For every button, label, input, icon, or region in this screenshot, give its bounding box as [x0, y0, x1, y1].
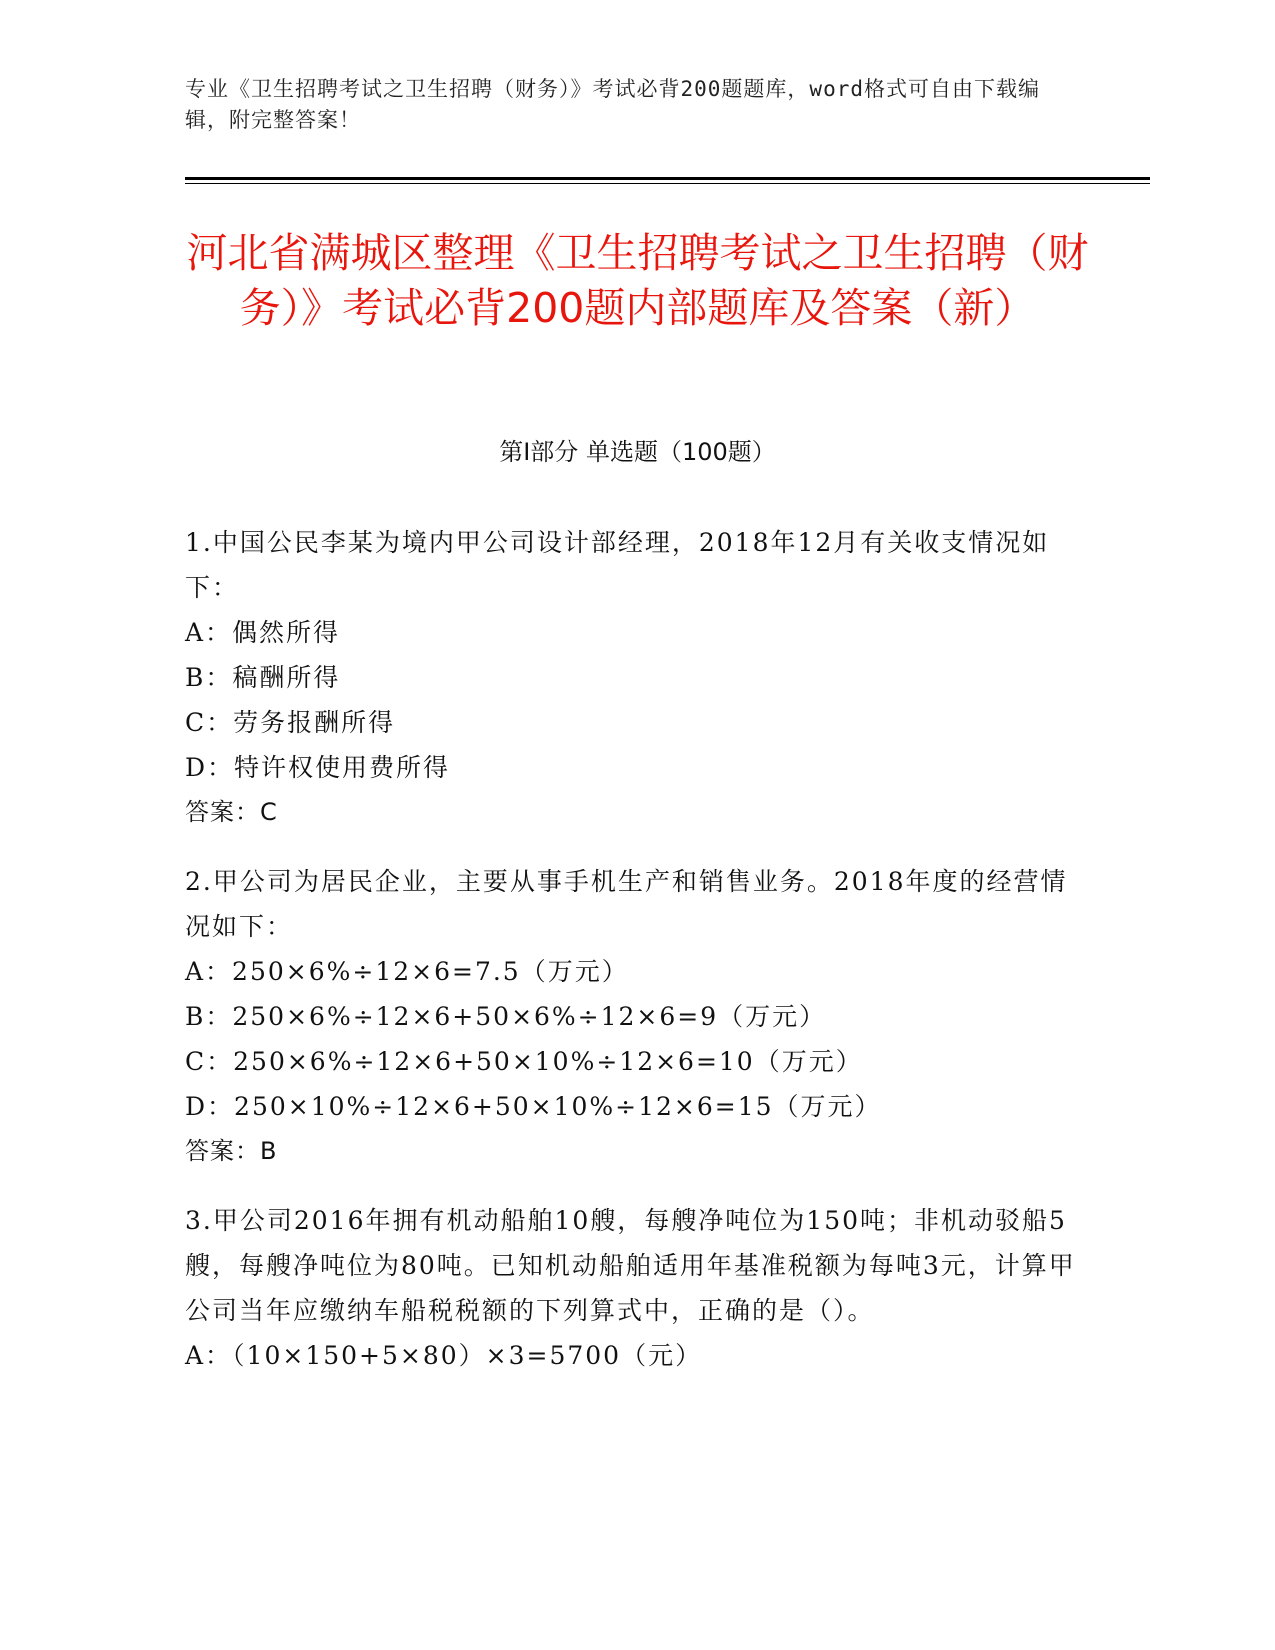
header-text: 专业《卫生招聘考试之卫生招聘（财务）》考试必背200题题库，word格式可自由下载编辑，附完整答案！: [185, 77, 1040, 132]
option-a: A：偶然所得: [185, 618, 341, 647]
header-rule-thick: [185, 177, 1150, 180]
page-header: [185, 74, 1075, 136]
question-1: [185, 520, 1085, 835]
option-a: A：（10×150+5×80）×3=5700（元）: [185, 1341, 703, 1370]
option-d: D：250×10%÷12×6+50×10%÷12×6=15（万元）: [185, 1092, 882, 1121]
option-c: C：250×6%÷12×6+50×10%÷12×6=10（万元）: [185, 1047, 863, 1076]
question-2: [185, 859, 1085, 1174]
option-b: B：稿酬所得: [185, 663, 341, 692]
option-c: C：劳务报酬所得: [185, 708, 396, 737]
answer: 答案：C: [185, 798, 278, 826]
option-a: A：250×6%÷12×6=7.5（万元）: [185, 957, 629, 986]
question-3: [185, 1198, 1085, 1378]
option-d: D：特许权使用费所得: [185, 753, 451, 782]
header-rule-thin: [185, 183, 1150, 184]
question-stem: 2.甲公司为居民企业，主要从事手机生产和销售业务。2018年度的经营情况如下：: [185, 867, 1068, 941]
question-stem: 3.甲公司2016年拥有机动船舶10艘，每艘净吨位为150吨；非机动驳船5艘，每艘净吨位为80吨。已知机动船舶适用年基准税额为每吨3元，计算甲公司当年应缴纳车船税税额的下列算式中，正确的是（）。: [185, 1206, 1076, 1325]
section-title: 第I部分 单选题（100题）: [499, 438, 776, 466]
question-list: [185, 520, 1085, 1402]
answer: 答案：B: [185, 1137, 278, 1165]
document-title: 河北省满城区整理《卫生招聘考试之卫生招聘（财务）》考试必背200题内部题库及答案（新）: [186, 229, 1089, 332]
question-stem: 1.中国公民李某为境内甲公司设计部经理，2018年12月有关收支情况如下：: [185, 528, 1050, 602]
option-b: B：250×6%÷12×6+50×6%÷12×6=9（万元）: [185, 1002, 827, 1031]
